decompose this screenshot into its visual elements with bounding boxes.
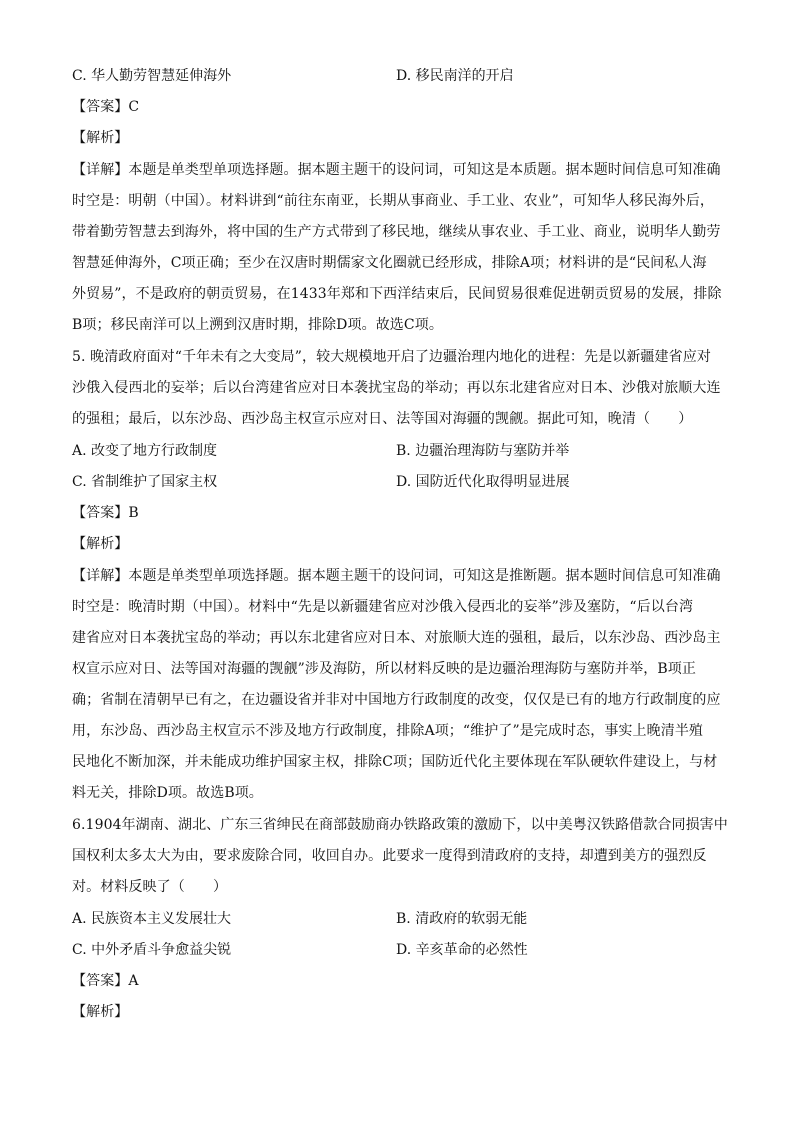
q4-option-c: C. 华人勤劳智慧延伸海外 [72, 68, 232, 84]
q4-detail-line: 时空是：明朝（中国）。材料讲到“前往东南亚，长期从事商业、手工业、农业”，可知华人移民海外后， [72, 193, 715, 209]
q6-option-a: A. 民族资本主义发展壮大 [72, 911, 232, 927]
q6-stem-line: 6.1904年湖南、湖北、广东三省绅民在商部鼓励商办铁路政策的激励下，以中美粤汉铁路借款合同损害中 [72, 817, 728, 833]
q5-detail-line: 确；省制在清朝早已有之，在边疆设省并非对中国地方行政制度的改变，仅仅是已有的地方行政制度的应 [72, 692, 721, 708]
q5-stem-line: 5. 晚清政府面对“千年未有之大变局”，较大规模地开启了边疆治理内地化的进程：先是以新疆建省应对 [72, 349, 711, 365]
q5-option-b: B. 边疆治理海防与塞防并举 [396, 443, 570, 459]
q4-detail-line: B项；移民南洋可以上溯到汉唐时期，排除D项。故选C项。 [72, 317, 443, 333]
q5-stem-line: 沙俄入侵西北的妄举；后以台湾建省应对日本袭扰宝岛的举动；再以东北建省应对日本、沙俄对旅顺大连 [72, 380, 721, 396]
q5-answer: 【答案】B [72, 505, 139, 521]
q6-option-b: B. 清政府的软弱无能 [396, 911, 528, 927]
q6-stem-line: 国权利太多太大为由，要求废除合同，收回自办。此要求一度得到清政府的支持，却遭到美方的强烈反 [72, 848, 707, 864]
q5-option-c: C. 省制维护了国家主权 [72, 474, 218, 490]
q6-option-c: C. 中外矛盾斗争愈益尖锐 [72, 942, 232, 958]
q4-detail-line: 【详解】本题是单类型单项选择题。据本题主题干的设问词，可知这是本质题。据本题时间信息可知准确 [72, 162, 721, 178]
q4-option-d: D. 移民南洋的开启 [396, 68, 514, 84]
q6-analysis-label: 【解析】 [72, 1004, 129, 1020]
q4-detail-line: 带着勤劳智慧去到海外，将中国的生产方式带到了移民地，继续从事农业、手工业、商业，说明华人勤劳 [72, 224, 721, 240]
q5-detail-line: 民地化不断加深，并未能成功维护国家主权，排除C项；国防近代化主要体现在军队硬软件建设上，与材 [72, 754, 718, 770]
q5-detail-line: 权宣示应对日、法等国对海疆的觊觎”涉及海防，所以材料反映的是边疆治理海防与塞防并举，B项正 [72, 661, 696, 677]
q6-stem-line: 对。材料反映了（ ） [72, 879, 228, 895]
q5-detail-line: 【详解】本题是单类型单项选择题。据本题主题干的设问词，可知这是推断题。据本题时间信息可知准确 [72, 568, 721, 584]
q5-detail-line: 料无关，排除D项。故选B项。 [72, 785, 263, 801]
q4-detail-line: 外贸易”，不是政府的朝贡贸易，在1433年郑和下西洋结束后，民间贸易很难促进朝贡贸易的发展，排除 [72, 286, 722, 302]
q5-detail-line: 时空是：晚清时期（中国）。材料中“先是以新疆建省应对沙俄入侵西北的妄举”涉及塞防，“后以台湾 [72, 599, 694, 615]
q5-analysis-label: 【解析】 [72, 536, 129, 552]
q5-option-d: D. 国防近代化取得明显进展 [396, 474, 570, 490]
q4-detail-line: 智慧延伸海外，C项正确；至少在汉唐时期儒家文化圈就已经形成，排除A项；材料讲的是“民间私人海 [72, 255, 707, 271]
q5-option-a: A. 改变了地方行政制度 [72, 443, 218, 459]
q6-answer: 【答案】A [72, 973, 139, 989]
q5-stem-line: 的强租；最后，以东沙岛、西沙岛主权宣示应对日、法等国对海疆的觊觎。据此可知，晚清（ ） [72, 411, 693, 427]
q4-analysis-label: 【解析】 [72, 130, 129, 146]
q6-option-d: D. 辛亥革命的必然性 [396, 942, 528, 958]
q5-detail-line: 用，东沙岛、西沙岛主权宣示不涉及地方行政制度，排除A项；“维护了”是完成时态，事实上晚清半殖 [72, 723, 704, 739]
q4-answer: 【答案】C [72, 99, 140, 115]
q5-detail-line: 建省应对日本袭扰宝岛的举动；再以东北建省应对日本、对旅顺大连的强租，最后，以东沙岛、西沙岛主 [72, 630, 721, 646]
